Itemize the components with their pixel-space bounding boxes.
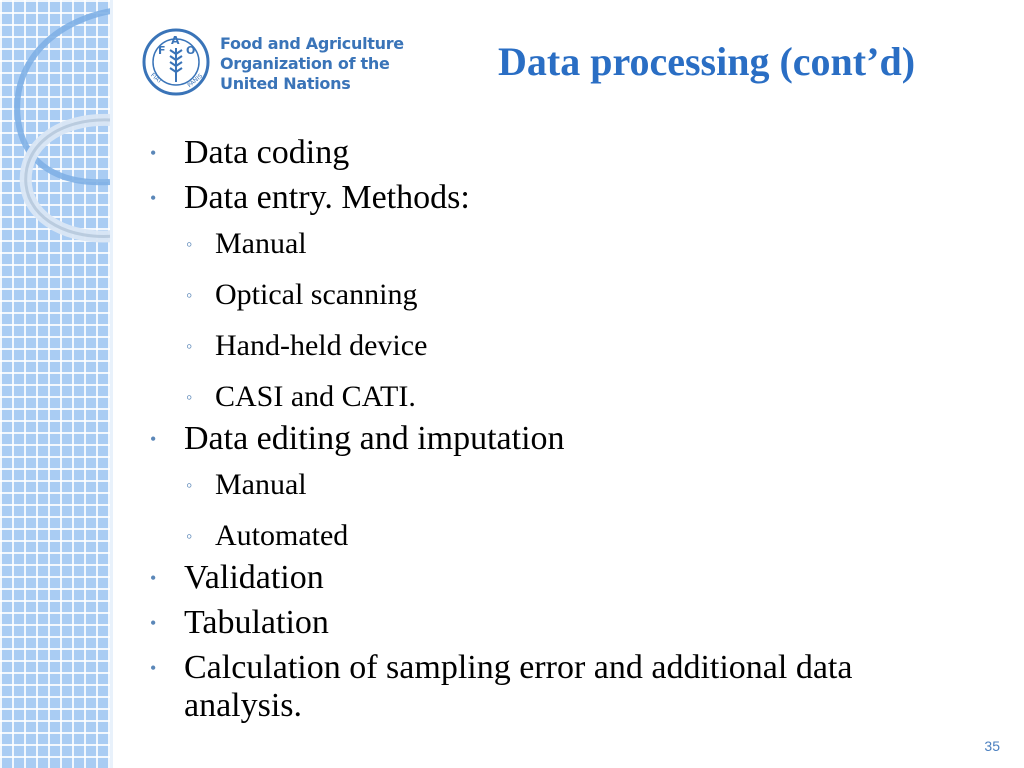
bullet-item [150,420,970,458]
svg-text:O: O [186,44,196,57]
svg-text:FIAT: FIAT [149,71,164,86]
sub-bullet-list [150,227,970,414]
bullet-item [150,649,970,725]
sub-bullet-item [150,329,970,363]
bullet-item [150,179,970,217]
bullet-text: Validation [184,559,324,596]
page-number: 35 [984,738,1000,754]
bullet-dot-icon: • [150,143,157,163]
bullet-text: Tabulation [184,604,329,641]
circle-bullet-icon: ◦ [186,234,193,254]
swoosh-decoration [0,0,113,260]
sub-bullet-item [150,380,970,414]
bullet-dot-icon: • [150,613,157,633]
bullet-list [150,134,970,725]
circle-bullet-icon: ◦ [186,526,193,546]
fao-logo-text [220,34,404,94]
sub-bullet-text: Manual [215,468,307,501]
bullet-dot-icon: • [150,658,157,678]
bullet-text: Data entry. Methods: [184,179,470,216]
sub-bullet-text: Optical scanning [215,278,418,311]
bullet-item [150,559,970,597]
sidebar-decoration [0,0,113,768]
bullet-dot-icon: • [150,429,157,449]
fao-logo [142,28,404,100]
fao-emblem-icon [142,28,210,96]
circle-bullet-icon: ◦ [186,336,193,356]
bullet-text: Data coding [184,134,350,171]
logo-line-1: Food and Agriculture [220,34,404,53]
sub-bullet-text: Manual [215,227,307,260]
bullet-item [150,604,970,642]
circle-bullet-icon: ◦ [186,475,193,495]
slide-title: Data processing (cont’d) [498,39,916,84]
logo-line-2: Organization of the [220,54,390,73]
bullet-text: Data editing and imputation [184,420,565,457]
sub-bullet-text: Automated [215,519,349,552]
bullet-dot-icon: • [150,188,157,208]
sub-bullet-item [150,468,970,502]
bullet-dot-icon: • [150,568,157,588]
sub-bullet-list [150,468,970,553]
sub-bullet-text: CASI and CATI. [215,380,416,413]
logo-line-3: United Nations [220,74,351,93]
sub-bullet-text: Hand-held device [215,329,428,362]
circle-bullet-icon: ◦ [186,387,193,407]
sub-bullet-item [150,278,970,312]
sub-bullet-item [150,227,970,261]
bullet-text: Calculation of sampling error and additional data analysis. [184,649,853,724]
circle-bullet-icon: ◦ [186,285,193,305]
svg-text:F: F [158,44,166,57]
svg-text:A: A [171,34,180,47]
svg-text:PANIS: PANIS [186,72,205,90]
bullet-item [150,134,970,172]
sub-bullet-item [150,519,970,553]
